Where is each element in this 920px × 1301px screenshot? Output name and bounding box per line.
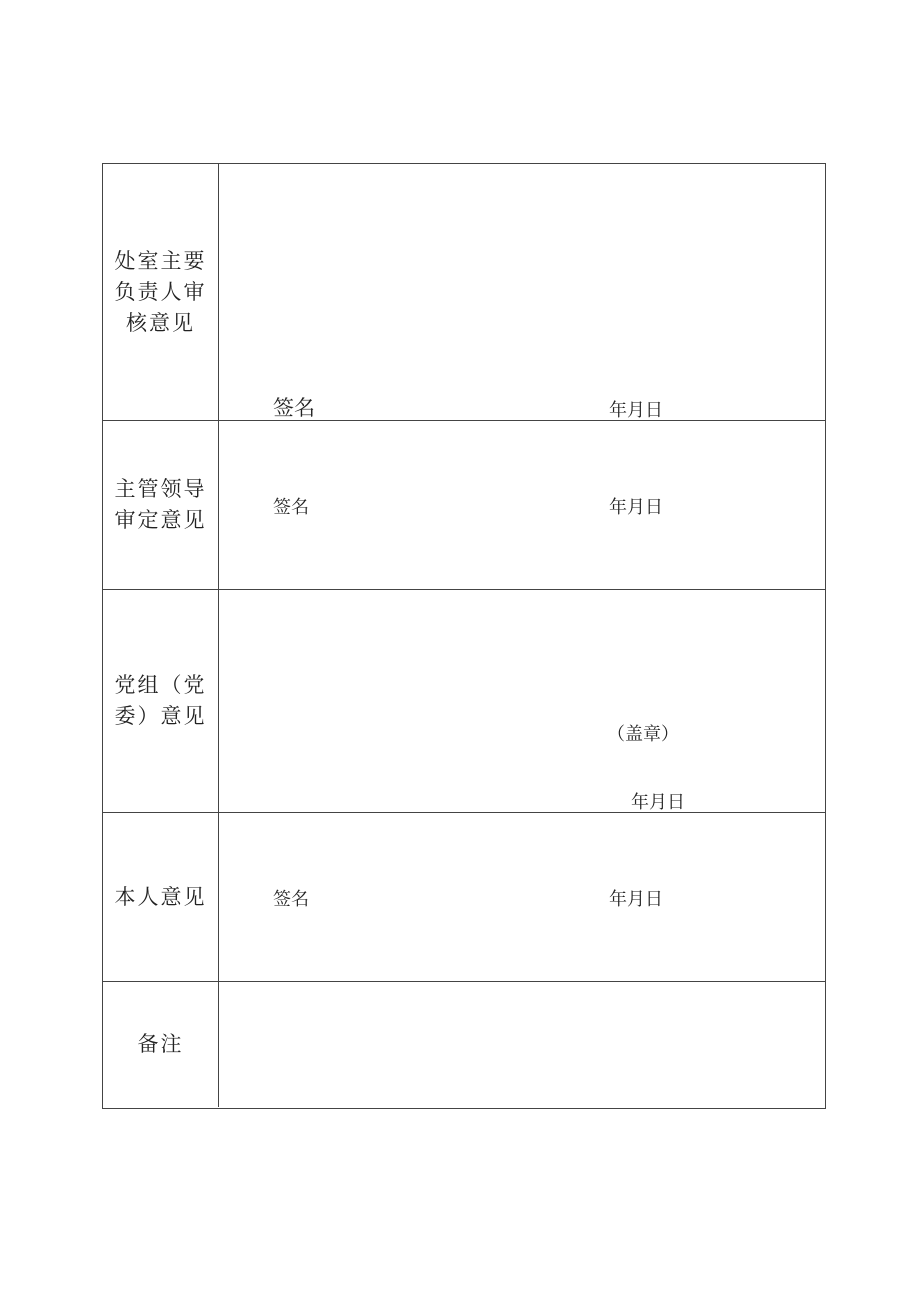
row-label: 处室主要负责人审核意见 — [114, 248, 207, 335]
opinion-field[interactable] — [219, 164, 825, 420]
remarks-field[interactable] — [219, 982, 825, 1107]
signature-label: 签名 — [273, 396, 315, 420]
opinion-field[interactable] — [219, 813, 825, 981]
opinion-field[interactable] — [219, 590, 825, 812]
date-label: 年月日 — [609, 497, 663, 518]
seal-label: （盖章） — [607, 724, 679, 745]
form-row-supervising-leader — [103, 421, 825, 590]
row-label: 党组（党委）意见 — [114, 673, 207, 728]
date-label: 年月日 — [631, 792, 685, 813]
row-label-cell — [103, 590, 219, 812]
row-label: 主管领导审定意见 — [114, 477, 207, 532]
row-label-cell — [103, 164, 219, 420]
date-label: 年月日 — [609, 889, 663, 910]
signature-label: 签名 — [273, 889, 309, 910]
form-row-remarks — [103, 982, 825, 1107]
row-label-cell — [103, 421, 219, 589]
row-label-cell — [103, 813, 219, 981]
opinion-field[interactable] — [219, 421, 825, 589]
row-label: 备注 — [137, 1032, 184, 1056]
approval-form-table — [102, 163, 826, 1109]
form-row-party-committee — [103, 590, 825, 813]
form-row-personal-opinion — [103, 813, 825, 982]
signature-label: 签名 — [273, 497, 309, 518]
form-row-department-head — [103, 164, 825, 421]
date-label: 年月日 — [609, 400, 663, 421]
row-label: 本人意见 — [114, 884, 207, 909]
row-label-cell — [103, 982, 219, 1107]
